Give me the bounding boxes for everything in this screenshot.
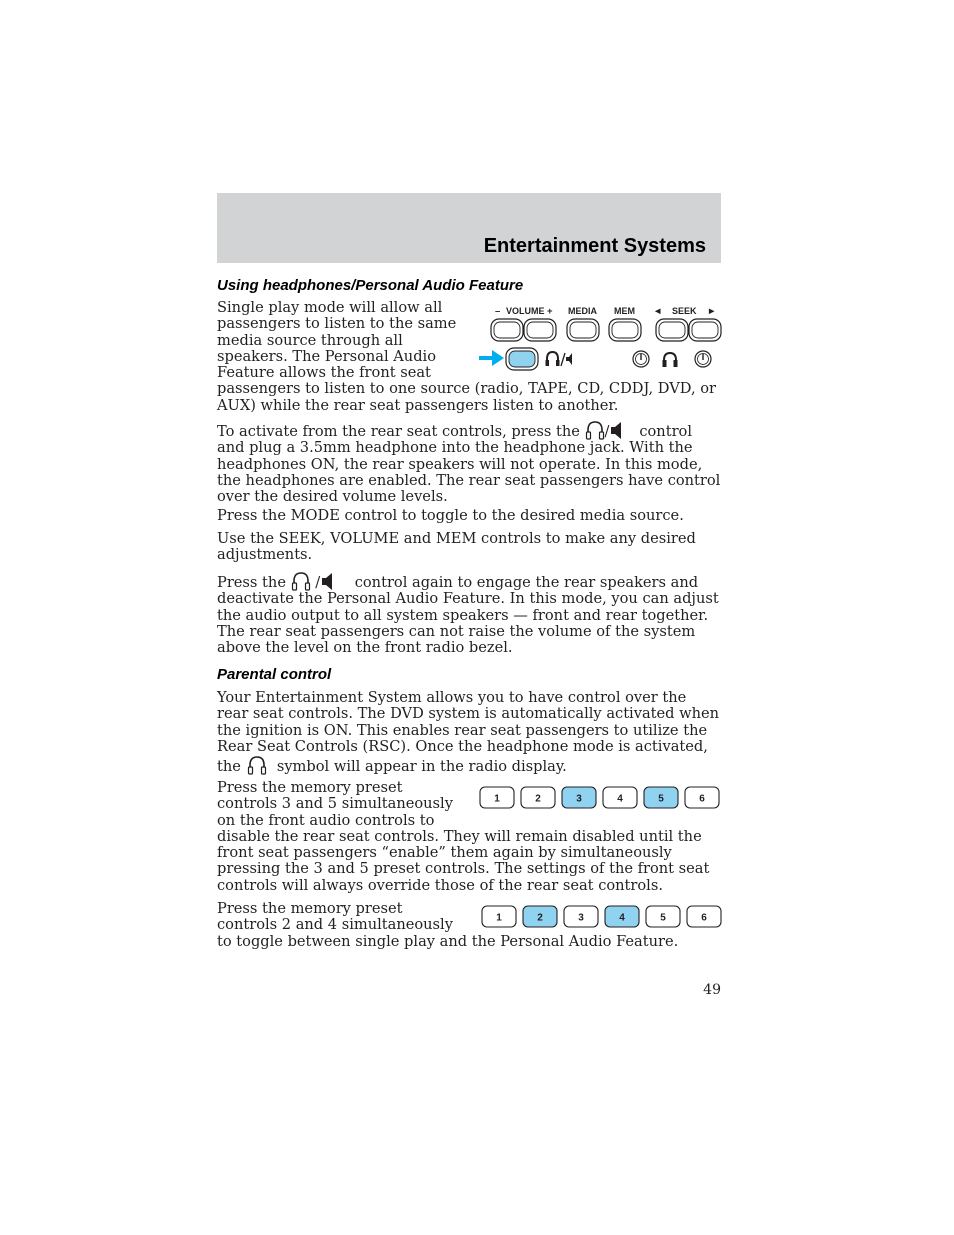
preset-button-label: 4 — [617, 793, 623, 805]
paragraph-text: Press the memory preset controls 3 and 5 simultaneously on the front audio controls to disable the rear seat controls. They will remain disabled until the front seat passengers “enable” them again by simultaneously pressing the 3 and 5 preset controls. The settings of the front seat controls will always override those of the rear seat controls. — [217, 779, 710, 894]
seek-label: SEEK — [672, 306, 697, 316]
preset-button-label: 6 — [699, 793, 705, 805]
headphone-icon — [585, 420, 605, 440]
section-heading-parental-control: Parental control — [217, 666, 332, 683]
paragraph-activate-rear — [217, 420, 721, 505]
preset-button-3[interactable] — [562, 787, 596, 808]
preset-button-label: 6 — [701, 912, 707, 924]
preset-button-label: 5 — [660, 912, 666, 924]
preset-button-2[interactable] — [521, 787, 555, 808]
paragraph-text: Press the memory preset controls 2 and 4 simultaneously to toggle between single play and the Personal Audio Feature. — [217, 900, 679, 950]
rear-seat-controls-figure — [476, 301, 726, 373]
volume-plus-label: + — [547, 306, 553, 317]
preset-button-3[interactable] — [564, 906, 598, 927]
headphone-jack-left-icon — [633, 351, 649, 367]
volume-down-button[interactable] — [491, 319, 523, 341]
preset-button-4[interactable] — [605, 906, 639, 927]
preset-button-label: 1 — [496, 912, 502, 924]
volume-label: VOLUME — [506, 306, 545, 316]
preset-button-2[interactable] — [523, 906, 557, 927]
preset-button-5[interactable] — [646, 906, 680, 927]
mem-button[interactable] — [609, 319, 641, 341]
section-heading-headphones: Using headphones/Personal Audio Feature — [217, 277, 524, 294]
paragraph-text: symbol will appear in the radio display. — [276, 758, 567, 776]
preset-buttons-2-4-figure — [480, 904, 726, 930]
seek-left-label: ◄ — [653, 306, 663, 317]
slash-text: / — [604, 423, 610, 440]
paragraph-text: To activate from the rear seat controls, press the — [217, 423, 580, 440]
preset-button-label: 3 — [578, 912, 584, 924]
paragraph-parental-intro — [217, 690, 721, 775]
preset-button-5[interactable] — [644, 787, 678, 808]
paragraph-text: control and plug a 3.5mm headphone into the headphone jack. With the headphones ON, the rear speakers will not operate. In this mode, the headphones are enabled. The rear seat passengers have control over the desired volume levels. — [217, 423, 721, 506]
headphone-speaker-symbol-icon — [546, 352, 573, 366]
headphone-speaker-button[interactable] — [506, 348, 538, 370]
paragraph-text: Press the — [217, 574, 286, 591]
preset-button-1[interactable] — [480, 787, 514, 808]
header-band — [217, 193, 721, 263]
pointer-arrow-icon — [479, 350, 504, 366]
preset-button-label: 4 — [619, 912, 625, 924]
preset-button-4[interactable] — [603, 787, 637, 808]
preset-button-6[interactable] — [687, 906, 721, 927]
preset-button-label: 3 — [576, 793, 582, 805]
headphone-icon — [663, 353, 678, 367]
speaker-icon — [320, 571, 336, 591]
preset-buttons-3-5-figure — [478, 785, 724, 811]
paragraph-text: Single play mode will allow all passengers to listen to the same media source through all speakers. The Personal Audio Feature allows the front seat passengers to listen to one source (radio, TAPE, CD, CDDJ, DVD, or AUX) while the rear seat passengers listen to another. — [217, 299, 716, 414]
headphone-jack-right-icon — [695, 351, 711, 367]
preset-button-label: 2 — [537, 912, 543, 924]
speaker-icon — [609, 420, 625, 440]
mem-label: MEM — [614, 306, 635, 316]
seek-right-label: ► — [707, 306, 717, 317]
page-number: 49 — [703, 982, 721, 998]
paragraph-text: control again to engage the rear speakers and deactivate the Personal Audio Feature. In this mode, you can adjust the audio output to all system speakers — front and rear together. The rear seat passengers can not raise the volume of the system above the level on the front radio bezel. — [217, 574, 719, 657]
seek-up-button[interactable] — [689, 319, 721, 341]
headphone-icon — [291, 571, 311, 591]
headphone-icon — [246, 755, 268, 775]
paragraph-mode: Press the MODE control to toggle to the desired media source. — [217, 507, 684, 524]
preset-button-label: 5 — [658, 793, 664, 805]
preset-button-6[interactable] — [685, 787, 719, 808]
media-label: MEDIA — [568, 306, 597, 316]
media-button[interactable] — [567, 319, 599, 341]
paragraph-text: Your Entertainment System allows you to have control over the rear seat controls. The DVD system is automatically activated when the ignition is ON. This enables rear seat passengers to utilize the Rear Seat Controls (RSC). Once the headphone mode is activated, the — [217, 689, 720, 776]
page-title: Entertainment Systems — [483, 235, 706, 257]
preset-button-label: 1 — [494, 793, 500, 805]
volume-up-button[interactable] — [524, 319, 556, 341]
paragraph-engage-rear — [217, 571, 721, 656]
paragraph-seek-volume: Use the SEEK, VOLUME and MEM controls to make any desired adjustments. — [217, 530, 696, 564]
seek-down-button[interactable] — [656, 319, 688, 341]
volume-minus-label: – — [495, 306, 501, 317]
preset-button-label: 2 — [535, 793, 541, 805]
preset-button-1[interactable] — [482, 906, 516, 927]
slash-text: / — [315, 574, 321, 591]
